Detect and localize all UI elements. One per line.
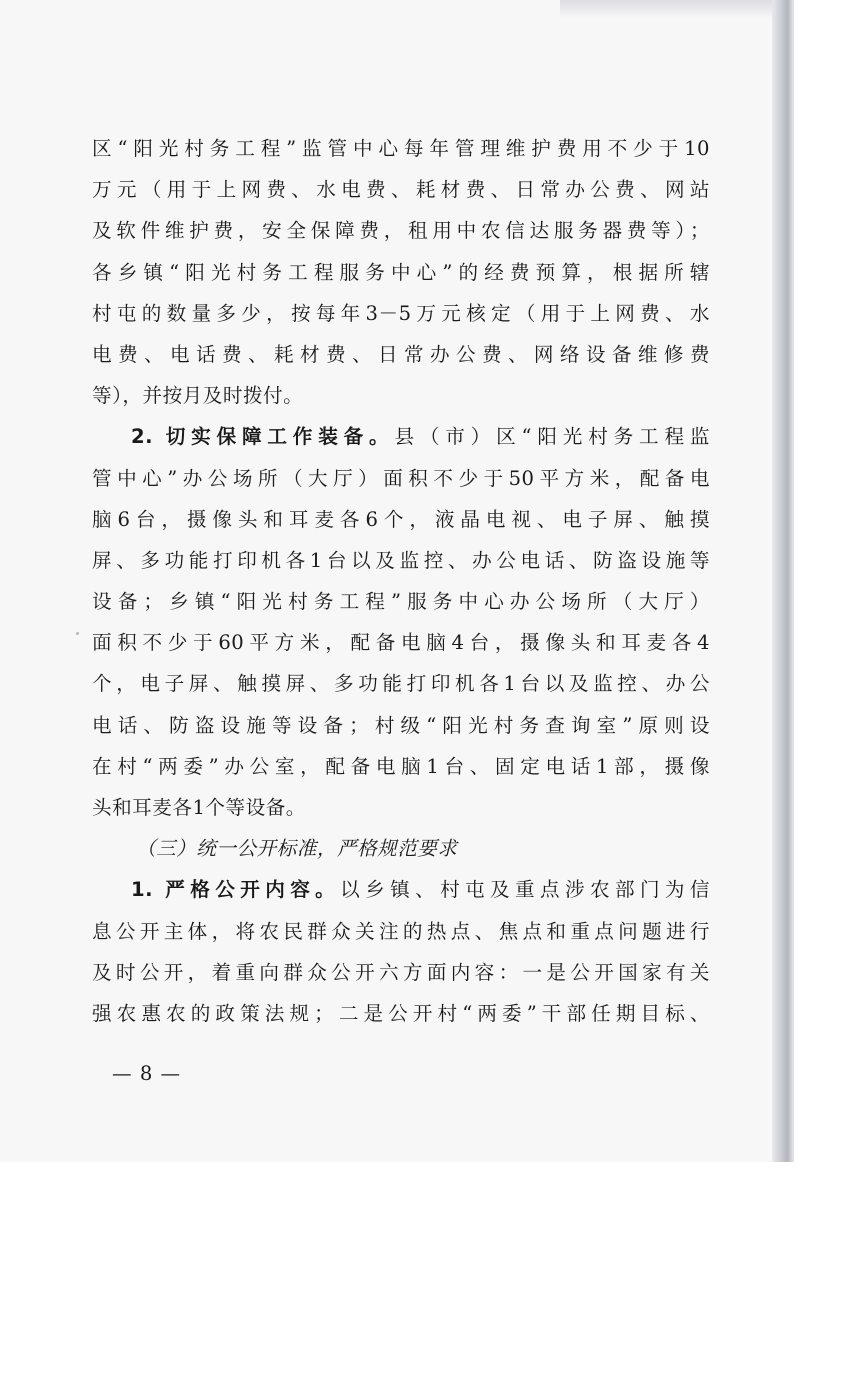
paragraph-2-lead: 2. 切实保障工作装备。 bbox=[131, 425, 395, 449]
paragraph-3-line-4: 强农惠农的政策法规；二是公开村“两委”干部任期目标、 bbox=[92, 1001, 710, 1025]
paragraph-3-line-1-rest: 以乡镇、村屯及重点涉农部门为信 bbox=[340, 878, 711, 902]
paragraph-1-line-5: 村屯的数量多少，按每年3－5万元核定（用于上网费、水 bbox=[92, 301, 710, 325]
document-body bbox=[92, 128, 710, 1034]
paragraph-3-line-2: 息公开主体，将农民群众关注的热点、焦点和重点问题进行 bbox=[92, 919, 710, 943]
paragraph-2-line-8: 电话、防盗设施等设备；村级“阳光村务查询室”原则设 bbox=[92, 713, 710, 737]
paragraph-3-lead: 1. 严格公开内容。 bbox=[131, 878, 341, 902]
paragraph-2-line-2: 管中心”办公场所（大厅）面积不少于50平方米，配备电 bbox=[92, 466, 710, 490]
scan-dust-speck bbox=[76, 632, 79, 635]
paragraph-1-line-2: 万元（用于上网费、水电费、耗材费、日常办公费、网站 bbox=[92, 178, 710, 202]
paragraph-2-line-4: 屏、多功能打印机各1台以及监控、办公电话、防盗设施等 bbox=[92, 548, 710, 572]
paragraph-2-line-3: 脑6台，摄像头和耳麦各6个，液晶电视、电子屏、触摸 bbox=[92, 507, 710, 531]
scan-right-edge-shadow bbox=[772, 0, 794, 1162]
paragraph-2-line-7: 个，电子屏、触摸屏、多功能打印机各1台以及监控、办公 bbox=[92, 672, 710, 696]
paragraph-3-line-1 bbox=[92, 869, 710, 910]
paragraph-1-line-4: 各乡镇“阳光村务工程服务中心”的经费预算，根据所辖 bbox=[92, 260, 710, 284]
paragraph-2-line-1-rest: 县（市）区“阳光村务工程监 bbox=[394, 425, 710, 449]
scan-top-edge-shadow bbox=[560, 0, 782, 18]
page-number: — 8 — bbox=[112, 1062, 182, 1085]
paragraph-2-line-6: 面积不少于60平方米，配备电脑4台，摄像头和耳麦各4 bbox=[92, 631, 710, 655]
paragraph-2-line-5: 设备；乡镇“阳光村务工程”服务中心办公场所（大厅） bbox=[92, 590, 710, 614]
paragraph-2-line-10: 头和耳麦各1个等设备。 bbox=[92, 796, 306, 819]
paragraph-2-line-9: 在村“两委”办公室，配备电脑1台、固定电话1部，摄像 bbox=[92, 754, 710, 778]
paragraph-2-line-1 bbox=[92, 416, 710, 457]
paragraph-1-line-1: 区“阳光村务工程”监管中心每年管理维护费用不少于10 bbox=[92, 137, 710, 160]
paragraph-3-line-3: 及时公开，着重向群众公开六方面内容：一是公开国家有关 bbox=[92, 960, 710, 984]
section-heading: （三）统一公开标准，严格规范要求 bbox=[136, 837, 458, 861]
paragraph-1-line-7: 等），并按月及时拨付。 bbox=[92, 384, 304, 408]
paragraph-1-line-3: 及软件维护费，安全保障费，租用中农信达服务器费等）； bbox=[92, 219, 710, 243]
paragraph-1-line-6: 电费、电话费、耗材费、日常办公费、网络设备维修费 bbox=[92, 342, 710, 366]
